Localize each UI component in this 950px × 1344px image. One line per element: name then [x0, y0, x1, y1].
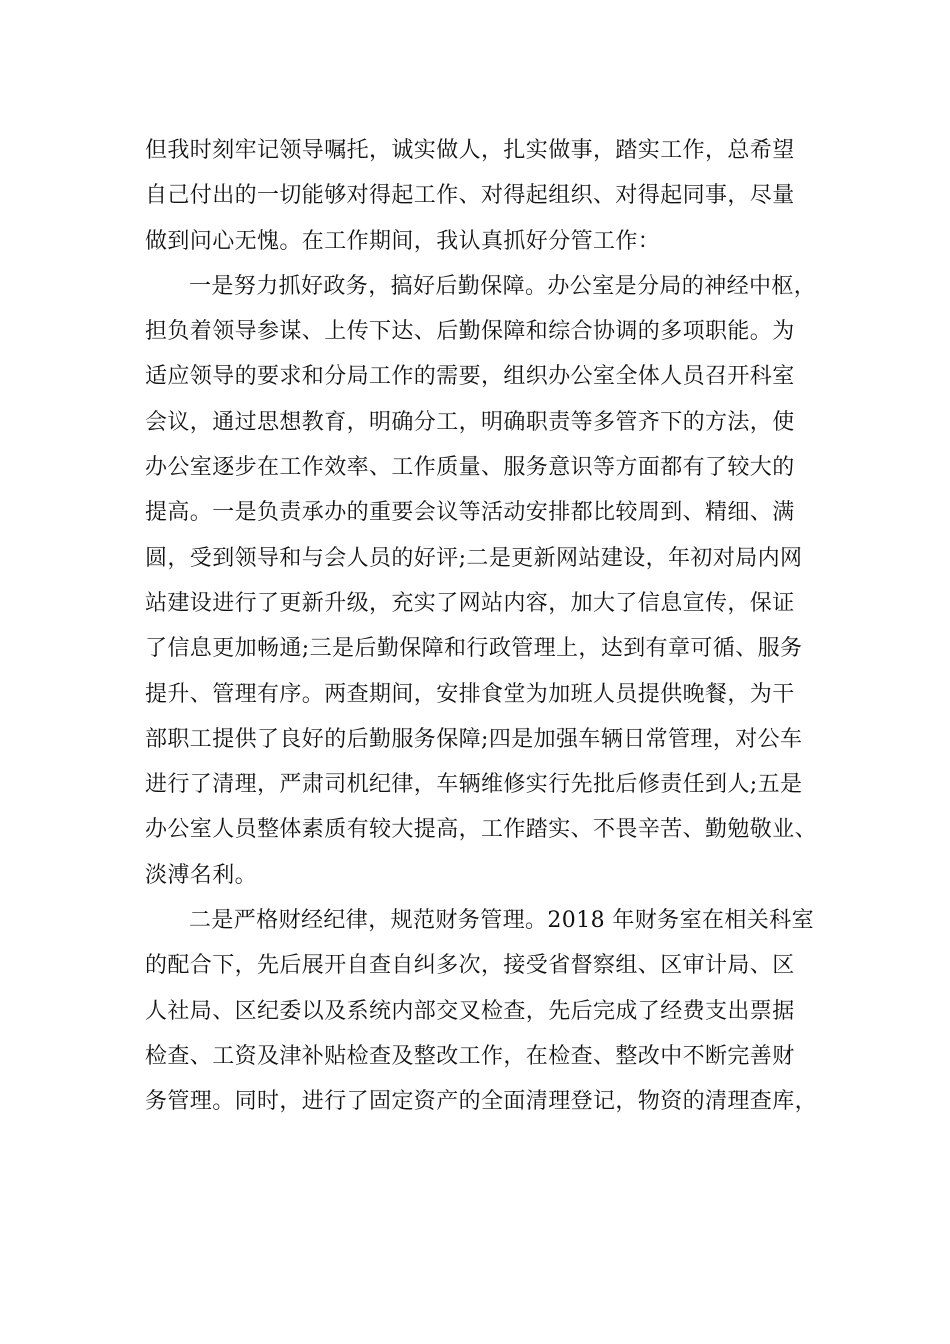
paragraph-first-line: 一是努力抓好政务，搞好后勤保障。办公室是分局的神经中枢，	[189, 273, 817, 299]
text-line: 办公室人员整体素质有较大提高，工作踏实、不畏辛苦、勤勉敬业、	[145, 817, 818, 843]
text-line: 会议，通过思想教育，明确分工，明确职责等多管齐下的方法，使	[145, 409, 795, 435]
text-line: 提升、管理有序。两查期间，安排食堂为加班人员提供晚餐，为干	[145, 681, 795, 707]
text-line: 人社局、区纪委以及系统内部交叉检查，先后完成了经费支出票据	[145, 998, 795, 1024]
text-line: 站建设进行了更新升级，充实了网站内容，加大了信息宣传，保证	[145, 590, 795, 616]
text-line: 了信息更加畅通;三是后勤保障和行政管理上，达到有章可循、服务	[145, 636, 803, 662]
document-body	[145, 128, 818, 1125]
paragraph-first-line: 二是严格财经纪律，规范财务管理。2018 年财务室在相关科室	[189, 908, 814, 934]
text-line: 自己付出的一切能够对得起工作、对得起组织、对得起同事，尽量	[145, 183, 795, 209]
text-line: 提高。一是负责承办的重要会议等活动安排都比较周到、精细、满	[145, 500, 795, 526]
text-line: 担负着领导参谋、上传下达、后勤保障和综合协调的多项职能。为	[145, 319, 795, 345]
text-line: 圆，受到领导和与会人员的好评;二是更新网站建设，年初对局内网	[145, 545, 803, 571]
text-line: 办公室逐步在工作效率、工作质量、服务意识等方面都有了较大的	[145, 455, 795, 481]
text-line: 的配合下，先后展开自查自纠多次，接受省督察组、区审计局、区	[145, 953, 795, 979]
text-line: 但我时刻牢记领导嘱托，诚实做人，扎实做事，踏实工作，总希望	[145, 138, 795, 163]
text-line: 做到问心无愧。在工作期间，我认真抓好分管工作：	[145, 228, 661, 254]
text-line: 检查、工资及津补贴检查及整改工作，在检查、整改中不断完善财	[145, 1043, 795, 1069]
text-line: 部职工提供了良好的后勤服务保障;四是加强车辆日常管理，对公车	[145, 726, 803, 752]
text-line: 进行了清理，严肃司机纪律，车辆维修实行先批后修责任到人;五是	[145, 772, 803, 798]
text-line: 适应领导的要求和分局工作的需要，组织办公室全体人员召开科室	[145, 364, 795, 390]
text-line: 务管理。同时，进行了固定资产的全面清理登记，物资的清理查库，	[145, 1089, 818, 1115]
text-line: 淡溥名利。	[145, 862, 258, 888]
